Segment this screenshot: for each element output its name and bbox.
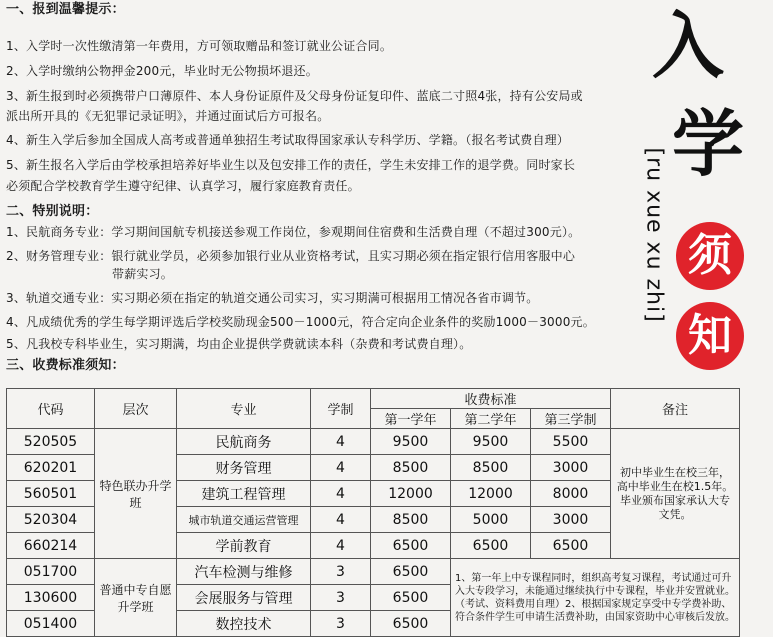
cell-y1: 9500	[371, 429, 451, 455]
title-char-xu-circle: 须	[676, 222, 744, 290]
title-char-zhi-circle: 知	[676, 302, 744, 370]
cell-y1: 6500	[371, 559, 451, 585]
cell-y3: 3000	[531, 507, 611, 533]
section1-line: 2、入学时缴纳公物押金200元，毕业时无公物损坏退还。	[6, 64, 318, 78]
cell-y3: 8000	[531, 481, 611, 507]
cell-code: 660214	[7, 533, 95, 559]
cell-years: 4	[311, 429, 371, 455]
cell-y1: 6500	[371, 585, 451, 611]
cell-y2: 8500	[451, 455, 531, 481]
cell-y1: 6500	[371, 611, 451, 637]
cell-y3: 5500	[531, 429, 611, 455]
cell-years: 4	[311, 533, 371, 559]
cell-years: 4	[311, 507, 371, 533]
cell-major: 汽车检测与维修	[177, 559, 311, 585]
cell-major: 建筑工程管理	[177, 481, 311, 507]
cell-code: 620201	[7, 455, 95, 481]
cell-remark-b: 1、第一年上中专课程同时，组织高考复习课程，考试通过可升入大专段学习，未能通过继续执行中专课程，毕业并安置就业。（考试、资料费用自理）2、根据国家规定享受中专学费补助、符合条件学生可申请生活费补助，由国家资助中心审核后发放。	[451, 559, 740, 637]
col-header-year3: 第三学制	[531, 409, 611, 429]
section2-line: 1、民航商务专业：学习期间国航专机接送参观工作岗位，参观期间住宿费和生活费自理（不超过300元）。	[6, 225, 581, 239]
col-header-remark: 备注	[611, 389, 740, 429]
cell-code: 051700	[7, 559, 95, 585]
cell-years: 4	[311, 455, 371, 481]
col-header-code: 代码	[7, 389, 95, 429]
section2-line: 4、凡成绩优秀的学生每学期评选后学校奖励现金500－1000元，符合定向企业条件的奖励1000－3000元。	[6, 315, 595, 329]
col-header-fee-std: 收费标准	[371, 389, 611, 409]
cell-years: 3	[311, 611, 371, 637]
cell-major: 城市轨道交通运营管理	[177, 507, 311, 533]
fee-table	[6, 388, 740, 637]
section1-line: 5、新生报名入学后由学校承担培养好毕业生以及包安排工作的责任，学生未安排工作的退学费。同时家长	[6, 158, 576, 172]
cell-major: 数控技术	[177, 611, 311, 637]
section2-heading: 二、特别说明：	[6, 204, 99, 219]
col-header-major: 专业	[177, 389, 311, 429]
cell-code: 560501	[7, 481, 95, 507]
cell-code: 051400	[7, 611, 95, 637]
section2-line: 5、凡我校专科毕业生，实习期满，均由企业提供学费就读本科（杂费和考试费自理）。	[6, 337, 472, 351]
section1-line: 必须配合学校教育学生遵守纪律、认真学习，履行家庭教育责任。	[6, 179, 360, 193]
cell-major: 民航商务	[177, 429, 311, 455]
section3-heading: 三、收费标准须知：	[6, 358, 125, 373]
cell-years: 3	[311, 585, 371, 611]
cell-y2: 5000	[451, 507, 531, 533]
cell-y2: 6500	[451, 533, 531, 559]
section1-heading: 一、报到温馨提示：	[6, 2, 125, 17]
col-header-level: 层次	[95, 389, 177, 429]
cell-code: 520304	[7, 507, 95, 533]
col-header-year2: 第二学年	[451, 409, 531, 429]
title-char-xue: 学	[672, 101, 745, 186]
cell-major: 学前教育	[177, 533, 311, 559]
cell-y3: 6500	[531, 533, 611, 559]
cell-level-b: 普通中专自愿升学班	[95, 559, 177, 637]
col-header-year1: 第一学年	[371, 409, 451, 429]
table-row	[7, 429, 740, 455]
cell-y1: 8500	[371, 507, 451, 533]
col-header-years: 学制	[311, 389, 371, 429]
cell-level-a: 特色联办升学班	[95, 429, 177, 559]
table-row	[7, 559, 740, 585]
title-char-ru: 入	[652, 3, 725, 88]
cell-major: 财务管理	[177, 455, 311, 481]
cell-major: 会展服务与管理	[177, 585, 311, 611]
cell-code: 520505	[7, 429, 95, 455]
cell-years: 3	[311, 559, 371, 585]
section1-line: 4、新生入学后参加全国成人高考或普通单独招生考试取得国家承认专科学历、学籍。（报名考试费自理）	[6, 133, 570, 147]
cell-y1: 8500	[371, 455, 451, 481]
title-pinyin: [ru xue xu zhi]	[641, 147, 667, 323]
cell-y1: 6500	[371, 533, 451, 559]
cell-y3: 3000	[531, 455, 611, 481]
cell-y2: 12000	[451, 481, 531, 507]
section1-line: 派出所开具的《无犯罪记录证明》，并通过面试后方可报名。	[6, 109, 330, 123]
section2-line: 带薪实习。	[112, 267, 174, 281]
cell-remark-a: 初中毕业生在校三年，高中毕业生在校1.5年。毕业颁布国家承认大专文凭。	[611, 429, 740, 559]
cell-y1: 12000	[371, 481, 451, 507]
cell-code: 130600	[7, 585, 95, 611]
section2-line: 2、财务管理专业：银行就业学员，必须参加银行业从业资格考试，且实习期必须在指定银行信用客服中心	[6, 249, 576, 263]
section1-line: 1、入学时一次性缴清第一年费用，方可领取赠品和签订就业公证合同。	[6, 39, 393, 53]
cell-years: 4	[311, 481, 371, 507]
section2-line: 3、轨道交通专业：实习期必须在指定的轨道交通公司实习，实习期满可根据用工情况各省市调节。	[6, 291, 539, 305]
section1-line: 3、新生报到时必须携带户口薄原件、本人身份证原件及父母身份证复印件、蓝底二寸照4张，持有公安局或	[6, 89, 583, 103]
cell-y2: 9500	[451, 429, 531, 455]
